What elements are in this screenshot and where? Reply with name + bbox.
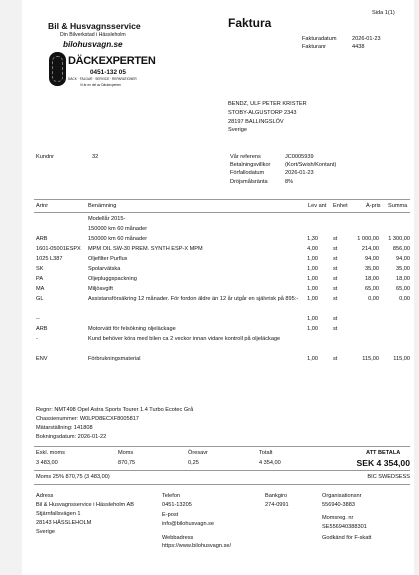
cell-qty: 1,00 <box>307 266 318 272</box>
website-label: Webbadress <box>162 535 194 541</box>
col-header-price: À-pris <box>366 203 381 209</box>
term-value: 2026-01-23 <box>285 170 314 176</box>
cell-unit: st <box>333 256 338 262</box>
total-excl-value: 3 483,00 <box>36 460 58 466</box>
vehicle-mileage: Mätarställning: 141808 <box>36 425 93 431</box>
invoice-date-value: 2026-01-23 <box>352 36 381 42</box>
col-header-sum: Summa <box>388 203 408 209</box>
logo-small-print: Vi är en del av Däckexperten <box>80 83 121 87</box>
bankgiro-label: Bankgiro <box>265 493 288 499</box>
cell-desc: Motorvätt för felsökning oljeläckage <box>88 326 176 332</box>
recipient-name: BENDZ, ULF PETER KRISTER <box>228 101 307 107</box>
phone-label: Telefon <box>162 493 181 499</box>
cell-unit: st <box>333 326 338 332</box>
cell-desc: Modellår 2015- <box>88 216 126 222</box>
address-line: 28143 HÄSSLEHOLM <box>36 520 92 526</box>
address-line: Bil & Husvagnsservice i Hässleholm AB <box>36 502 134 508</box>
vat-reg-label: Momsreg. nr <box>322 515 354 521</box>
website-link[interactable]: https://www.bilohusvagn.se/ <box>162 543 232 549</box>
totals-mid-rule <box>34 470 410 471</box>
term-label: Dröjsmålsränta <box>230 179 268 185</box>
cell-price: 35,00 <box>365 266 379 272</box>
term-value: 8% <box>285 179 294 185</box>
cell-price: 0,00 <box>368 296 379 302</box>
table-header-rule <box>34 212 410 213</box>
customer-number-label: Kundnr <box>36 154 55 160</box>
customer-number-value: 32 <box>92 154 99 160</box>
company-url: bilohusvagn.se <box>63 40 123 49</box>
page-number: Sida 1(1) <box>372 10 395 16</box>
cell-desc: MPM OIL SW-30 PREM. SYNTH ESP-X MPM <box>88 246 203 252</box>
invoice-title: Faktura <box>228 16 272 30</box>
bic-note: BIC SWEDSESS <box>367 474 410 480</box>
term-label: Förfallodatum <box>230 170 265 176</box>
vehicle-regnr: Regnr: NMT498 Opel Astra Sports Tourer 1.4 Turbo Ecotec Grå <box>36 407 194 413</box>
cell-qty: 4,00 <box>307 246 318 252</box>
company-name: Bil & Husvagnsservice <box>48 21 141 31</box>
email-link[interactable]: info@bilohusvagn.se <box>162 521 215 527</box>
invoice-date-label: Fakturadatum <box>302 36 337 42</box>
cell-artnr: ARB <box>36 236 48 242</box>
cell-unit: st <box>333 316 338 322</box>
invoice-number-value: 4438 <box>352 44 365 50</box>
cell-qty: 1,00 <box>307 326 318 332</box>
cell-desc: 150000 km 60 månader <box>88 226 148 232</box>
cell-unit: st <box>333 356 338 362</box>
logo-phone: 0451-132 05 <box>90 69 126 76</box>
term-label: Betalningsvillkor <box>230 162 271 168</box>
phone-value: 0451-13205 <box>162 502 192 508</box>
amount-due-value: SEK 4 354,00 <box>356 458 410 468</box>
term-value: (Kort/Swish/Kontant) <box>285 162 337 168</box>
org-number-label: Organisationsnr <box>322 493 362 499</box>
cell-desc: Kund behöver köra med bilen ca 2 veckor innan vidare kontroll på oljeläckage <box>88 336 281 342</box>
recipient-street: STOBY-ALGUSTORP 2343 <box>228 110 297 116</box>
cell-desc: 150000 km 60 månader <box>88 236 148 242</box>
cell-sum: 65,00 <box>396 286 410 292</box>
col-header-artnr: Artnr <box>36 203 49 209</box>
cell-qty: 1,00 <box>307 276 318 282</box>
cell-artnr: GL <box>36 296 44 302</box>
cell-unit: st <box>333 276 338 282</box>
recipient-country: Sverige <box>228 127 247 133</box>
cell-desc: Spolarvätska <box>88 266 121 272</box>
vehicle-chassis: Chassienummer: W0LPD8ECXF8005817 <box>36 416 139 422</box>
vat-reg-value: SE556940388301 <box>322 524 367 530</box>
cell-artnr: ENV <box>36 356 48 362</box>
cell-desc: Oljepluggspackning <box>88 276 137 282</box>
table-top-rule <box>34 199 410 200</box>
term-label: Vår referens <box>230 154 261 160</box>
cell-price: 94,00 <box>365 256 379 262</box>
totals-top-rule <box>34 446 410 447</box>
cell-qty: 1,00 <box>307 296 318 302</box>
cell-qty: 1,00 <box>307 316 318 322</box>
address-line: Stjärnfallsvägen 1 <box>36 511 81 517</box>
cell-artnr: SK <box>36 266 44 272</box>
cell-qty: 1,00 <box>307 286 318 292</box>
cell-qty: 1,00 <box>307 256 318 262</box>
cell-qty: 1,30 <box>307 236 318 242</box>
address-line: Sverige <box>36 529 55 535</box>
cell-sum: 18,00 <box>396 276 410 282</box>
cell-artnr: 1601-05001ESPX <box>36 246 81 252</box>
total-moms-value: 870,75 <box>118 460 136 466</box>
total-moms-label: Moms <box>118 450 134 456</box>
cell-unit: st <box>333 286 338 292</box>
cell-artnr: ARB <box>36 326 48 332</box>
cell-unit: st <box>333 236 338 242</box>
logo-brand: DÄCKEXPERTEN <box>68 55 156 67</box>
bankgiro-value: 274-0991 <box>265 502 289 508</box>
cell-qty: 1,00 <box>307 356 318 362</box>
cell-artnr: - <box>36 336 38 342</box>
cell-unit: st <box>333 296 338 302</box>
cell-sum: 856,00 <box>392 246 410 252</box>
cell-price: 214,00 <box>361 246 379 252</box>
address-label: Adress <box>36 493 54 499</box>
vat-note: Moms 25% 870,75 (3 483,00) <box>36 474 110 480</box>
cell-artnr: -- <box>36 316 40 322</box>
vehicle-booking-date: Bokningsdatum: 2026-01-22 <box>36 434 107 440</box>
col-header-qty: Lev ant <box>308 203 327 209</box>
cell-sum: 115,00 <box>393 356 410 362</box>
total-value: 4 354,00 <box>259 460 281 466</box>
cell-sum: 0,00 <box>399 296 410 302</box>
org-number-value: 556940-3883 <box>322 502 355 508</box>
total-rounding-value: 0,25 <box>188 460 199 466</box>
cell-sum: 1 300,00 <box>388 236 410 242</box>
cell-sum: 35,00 <box>396 266 410 272</box>
col-header-unit: Enhet <box>333 203 348 209</box>
cell-price: 65,00 <box>365 286 379 292</box>
cell-desc: Miljöavgift <box>88 286 113 292</box>
cell-unit: st <box>333 246 338 252</box>
company-tagline: Din Bilverkstad i Hässleholm <box>60 32 126 38</box>
cell-desc: Assistansförsäkring 12 månader. För fordon äldre än 12 år utgår en självrisk på 895:- <box>88 296 299 302</box>
totals-bottom-rule <box>34 484 410 485</box>
tire-icon <box>49 52 66 86</box>
cell-price: 18,00 <box>365 276 379 282</box>
cell-price: 1 000,00 <box>357 236 379 242</box>
total-rounding-label: Öresavr <box>188 450 208 456</box>
cell-artnr: PA <box>36 276 44 282</box>
cell-unit: st <box>333 266 338 272</box>
ftax-note: Godkänd för F-skatt <box>322 535 372 541</box>
invoice-number-label: Fakturanr <box>302 44 326 50</box>
cell-sum: 94,00 <box>396 256 410 262</box>
col-header-desc: Benämning <box>88 203 117 209</box>
invoice-page <box>22 0 414 575</box>
cell-artnr: MA <box>36 286 45 292</box>
term-value: JC0005939 <box>285 154 314 160</box>
cell-desc: Förbrukningsmaterial <box>88 356 141 362</box>
email-label: E-post <box>162 512 179 518</box>
cell-price: 115,00 <box>362 356 379 362</box>
total-label: Totalt <box>259 450 273 456</box>
recipient-postal: 28197 BALLINGSLÖV <box>228 119 284 125</box>
cell-artnr: 1025 L387 <box>36 256 63 262</box>
cell-desc: Oljefilter Purflux <box>88 256 128 262</box>
total-excl-label: Exkl. moms <box>36 450 65 456</box>
amount-due-label: ATT BETALA <box>366 450 401 456</box>
logo-services: DÄCK · FÄLGAR · SERVICE · REPARATIONER <box>68 77 137 81</box>
